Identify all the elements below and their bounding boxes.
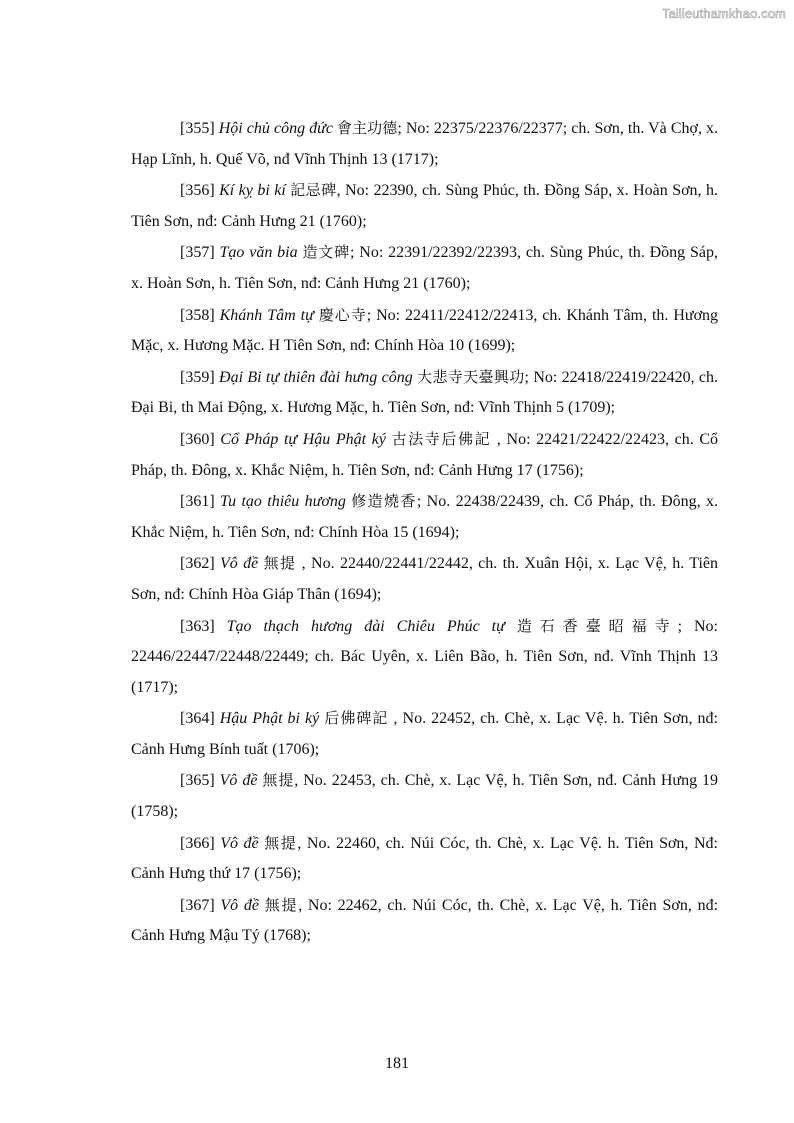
- entry-number: [367]: [180, 896, 215, 914]
- entry-number: [360]: [180, 430, 215, 448]
- entry-han-title: 無提: [264, 833, 298, 852]
- entry-364: [131, 703, 718, 765]
- document-body: [131, 113, 718, 952]
- entry-362: [131, 548, 718, 610]
- entry-title: Vô đề: [220, 834, 259, 852]
- watermark: Tailieuthamkhao.com: [661, 6, 786, 21]
- entry-360: [131, 424, 718, 486]
- entry-365: [131, 765, 718, 827]
- entry-number: [355]: [180, 120, 215, 137]
- entry-han-title: 慶心寺: [318, 305, 367, 324]
- entry-details: , No: 22390, ch. Sùng Phúc, th. Đồng Sáp, x. Hoàn Sơn, h. Tiên Sơn, nđ: Cảnh Hưng 21 (1760);: [131, 182, 719, 230]
- entry-title: Vô đề: [220, 896, 259, 914]
- entry-number: [356]: [180, 182, 215, 200]
- entry-details: , No: 22462, ch. Núi Cóc, th. Chè, x. Lạc Vệ, h. Tiên Sơn, nđ: Cảnh Hưng Mậu Tý (1768);: [131, 896, 719, 945]
- entry-title: Đại Bi tự thiên đài hưng công: [219, 368, 413, 386]
- entry-357: [131, 237, 718, 299]
- entry-han-title: 后佛碑記: [324, 709, 389, 728]
- entry-title: Tạo văn bia: [219, 244, 298, 262]
- entry-359: [131, 362, 718, 424]
- entry-number: [365]: [180, 772, 215, 790]
- entry-title: Vô đề: [219, 772, 258, 790]
- entry-han-title: 無提: [262, 771, 295, 790]
- entry-details: , No. 22460, ch. Núi Cóc, th. Chè, x. Lạc Vệ. h. Tiên Sơn, Nđ: Cảnh Hưng thứ 17 (1756);: [131, 834, 718, 883]
- entry-358: [131, 300, 718, 362]
- entry-details: ; No: 22375/22376/22377; ch. Sơn, th. Và Chợ, x. Hạp Lĩnh, h. Quế Võ, nđ Vĩnh Thịnh 13 (1717);: [131, 120, 719, 168]
- entry-han-title: 無提: [264, 895, 299, 914]
- entry-details: ; No: 22418/22419/22420, ch. Đại Bi, th Mai Động, x. Hương Mặc, h. Tiên Sơn, nđ: Vĩnh Thịnh 5 (1709);: [131, 368, 719, 417]
- entry-363: [131, 611, 718, 704]
- entry-title: Kí kỵ bi kí: [219, 182, 286, 200]
- entry-number: [359]: [180, 368, 215, 386]
- entry-details: , No: 22421/22422/22423, ch. Cổ Pháp, th. Đông, x. Khắc Niệm, h. Tiên Sơn, nđ: Cảnh Hưng 17 (1756);: [131, 430, 719, 479]
- page-number: 181: [385, 1055, 409, 1072]
- entry-title: Khánh Tâm tự: [219, 306, 314, 324]
- entry-details: , No. 22440/22441/22442, ch. th. Xuân Hội, x. Lạc Vệ, h. Tiên Sơn, nđ: Chính Hòa Giáp Thân (1694);: [131, 555, 719, 603]
- entry-title: Tạo thạch hương đài Chiêu Phúc tự: [226, 617, 505, 635]
- entry-han-title: 大悲寺天臺興功: [417, 367, 525, 386]
- entry-355: [131, 113, 718, 175]
- entry-number: [364]: [180, 710, 215, 728]
- entry-title: Hội chủ công đức: [218, 120, 333, 137]
- entry-han-title: 造石香臺昭福寺: [516, 616, 678, 635]
- entry-title: Tu tạo thiêu hương: [220, 493, 346, 511]
- entry-title: Vô đề: [220, 555, 259, 573]
- entry-number: [358]: [180, 306, 215, 324]
- entry-han-title: 記忌碑: [290, 181, 337, 200]
- entry-details: ; No: 22446/22447/22448/22449; ch. Bác Uyên, x. Liên Bão, h. Tiên Sơn, nđ. Vĩnh Thịnh 13 (1717);: [131, 617, 718, 696]
- entry-title: Cổ Pháp tự Hậu Phật ký: [220, 430, 386, 448]
- entry-number: [362]: [180, 555, 215, 573]
- entry-han-title: 古法寺后佛記: [391, 429, 492, 448]
- entry-han-title: 修造燒香: [351, 492, 417, 511]
- entry-361: [131, 486, 718, 548]
- entry-han-title: 無提: [263, 554, 297, 573]
- entry-number: [366]: [180, 834, 215, 852]
- entry-title: Hậu Phật bi ký: [219, 710, 320, 728]
- entry-number: [357]: [180, 244, 215, 262]
- entry-details: ; No: 22411/22412/22413, ch. Khánh Tâm, th. Hương Mặc, x. Hương Mặc. H Tiên Sơn, nđ: Chính Hòa 10 (1699);: [131, 306, 719, 355]
- entry-367: [131, 890, 718, 952]
- entry-han-title: 會主功德: [337, 119, 398, 137]
- entry-details: ; No. 22438/22439, ch. Cổ Pháp, th. Đông, x. Khắc Niệm, h. Tiên Sơn, nđ: Chính Hòa 15 (1694);: [131, 493, 719, 541]
- entry-han-title: 造文碑: [302, 243, 350, 262]
- entry-details: , No. 22453, ch. Chè, x. Lạc Vệ, h. Tiên Sơn, nđ. Cảnh Hưng 19 (1758);: [131, 772, 719, 821]
- entry-details: , No. 22452, ch. Chè, x. Lạc Vệ. h. Tiên Sơn, nđ: Cảnh Hưng Bính tuất (1706);: [131, 710, 719, 758]
- entry-366: [131, 828, 718, 890]
- entry-356: [131, 175, 718, 237]
- entry-details: ; No: 22391/22392/22393, ch. Sùng Phúc, th. Đồng Sáp, x. Hoàn Sơn, h. Tiên Sơn, nđ: Cảnh Hưng 21 (1760);: [131, 244, 719, 292]
- entry-number: [363]: [180, 617, 215, 635]
- entry-number: [361]: [180, 493, 215, 511]
